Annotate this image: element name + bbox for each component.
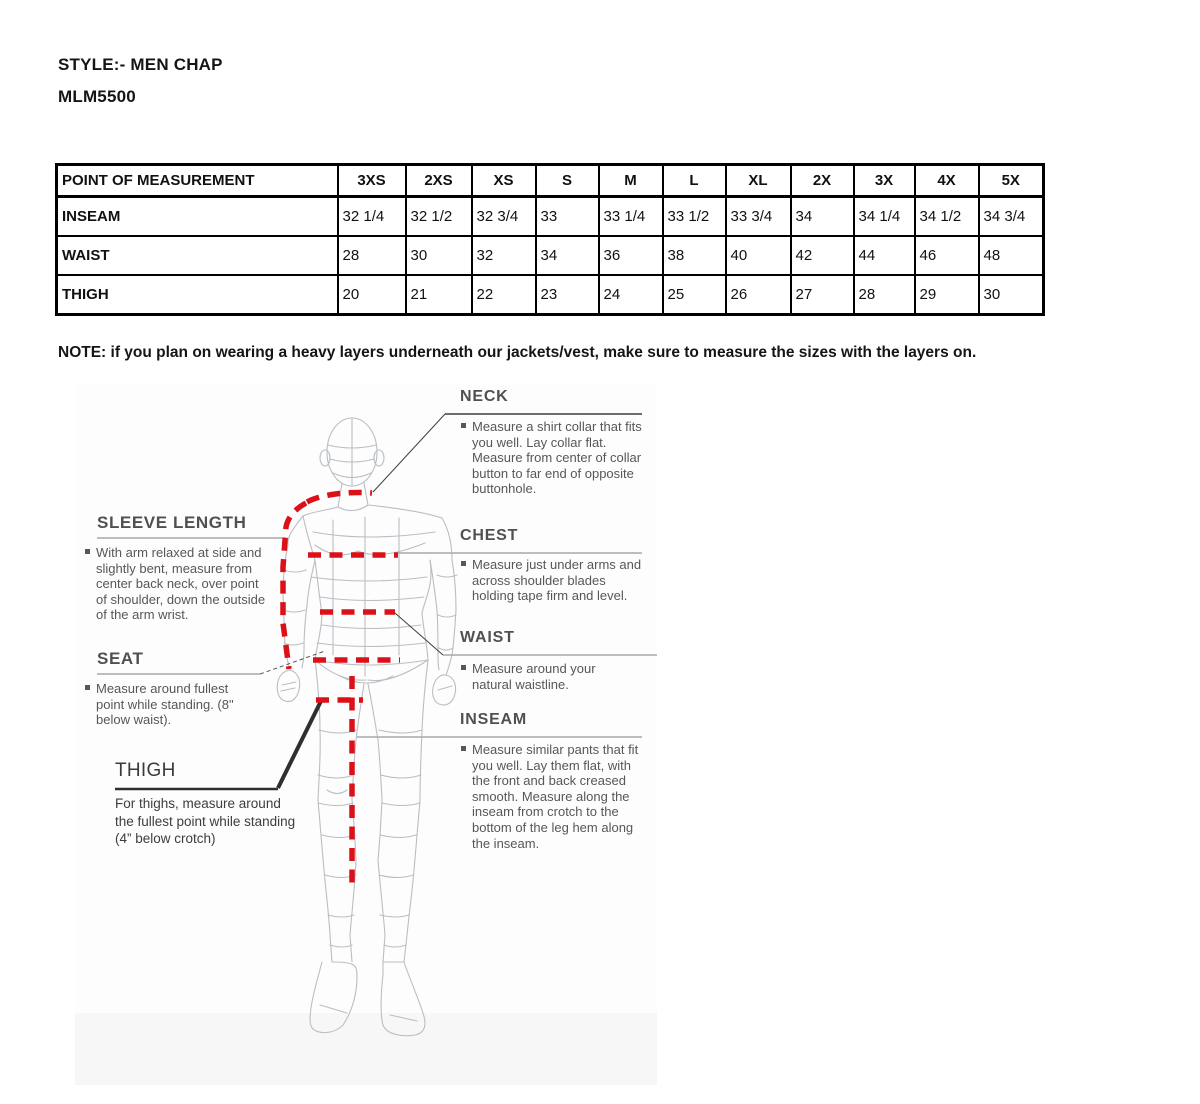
cell-value: 29 [915, 275, 979, 315]
cell-value: 44 [854, 236, 915, 275]
waist-description [461, 661, 631, 692]
row-label: THIGH [57, 275, 338, 315]
sleeve-length-heading: SLEEVE LENGTH [97, 513, 247, 532]
cell-value: 33 [536, 197, 599, 237]
waist-heading: WAIST [460, 629, 515, 646]
bullet-icon [461, 746, 466, 751]
cell-value: 34 1/4 [854, 197, 915, 237]
cell-value: 30 [406, 236, 472, 275]
neck-description-text: Measure a shirt collar that fits you well. Lay collar flat. Measure from center of collar button to far end of opposite buttonhole. [472, 419, 642, 497]
thigh-heading: THIGH [115, 760, 176, 781]
chest-description-text: Measure just under arms and across shoulder blades holding tape firm and level. [472, 557, 642, 604]
chest-heading: CHEST [460, 527, 519, 544]
inseam-description [461, 742, 649, 851]
neck-pointer-line [373, 414, 445, 492]
cell-value: 32 3/4 [472, 197, 536, 237]
cell-value: 28 [854, 275, 915, 315]
bullet-icon [461, 561, 466, 566]
cell-value: 27 [791, 275, 854, 315]
cell-value: 22 [472, 275, 536, 315]
cell-value: 32 1/4 [338, 197, 406, 237]
row-label: INSEAM [57, 197, 338, 237]
column-header-size: 3X [854, 165, 915, 197]
cell-value: 26 [726, 275, 791, 315]
thigh-description [115, 795, 301, 848]
cell-value: 38 [663, 236, 726, 275]
size-table [55, 163, 1045, 316]
cell-value: 33 3/4 [726, 197, 791, 237]
sleeve-length-description-text: With arm relaxed at side and slightly bent, measure from center back neck, over point of shoulder, down the outside of the arm wrist. [96, 545, 266, 623]
sleeve-length-description [85, 545, 267, 623]
size-table-header-row [57, 165, 1044, 197]
cell-value: 20 [338, 275, 406, 315]
thigh-description-text: For thighs, measure around the fullest point while standing (4” below crotch) [115, 796, 296, 847]
row-label: WAIST [57, 236, 338, 275]
column-header-size: 2XS [406, 165, 472, 197]
column-header-size: XL [726, 165, 791, 197]
cell-value: 33 1/2 [663, 197, 726, 237]
cell-value: 28 [338, 236, 406, 275]
column-header-size: L [663, 165, 726, 197]
column-header-size: XS [472, 165, 536, 197]
seat-description-text: Measure around fullest point while standing. (8" below waist). [96, 681, 234, 728]
thigh-pointer-line [278, 701, 321, 788]
chest-description [461, 557, 651, 604]
cell-value: 42 [791, 236, 854, 275]
cell-value: 40 [726, 236, 791, 275]
seat-heading: SEAT [97, 649, 144, 668]
column-header-size: 4X [915, 165, 979, 197]
body-wireframe [277, 418, 457, 1036]
size-table-wrapper [55, 163, 1045, 316]
waist-description-text: Measure around your natural waistline. [472, 661, 596, 692]
inseam-description-text: Measure similar pants that fit you well. Lay them flat, with the front and back creased smooth. Measure along the inseam from crotch to the bottom of the leg hem along the inseam. [472, 742, 639, 851]
cell-value: 48 [979, 236, 1044, 275]
layers-note: NOTE: if you plan on wearing a heavy layers underneath our jackets/vest, make sure to measure the sizes with the layers on. [58, 344, 977, 361]
measurement-diagram [75, 385, 657, 1085]
neck-heading: NECK [460, 388, 509, 405]
column-header-size: 3XS [338, 165, 406, 197]
column-header-size: M [599, 165, 663, 197]
waist-pointer-line [395, 613, 443, 655]
column-header-size: S [536, 165, 599, 197]
inseam-heading: INSEAM [460, 711, 528, 728]
model-number: MLM5500 [58, 87, 136, 106]
seat-description [85, 681, 247, 728]
cell-value: 32 1/2 [406, 197, 472, 237]
neck-description [461, 419, 647, 497]
cell-value: 34 [536, 236, 599, 275]
table-row-waist [57, 236, 1044, 275]
cell-value: 30 [979, 275, 1044, 315]
bullet-icon [85, 685, 90, 690]
cell-value: 36 [599, 236, 663, 275]
cell-value: 24 [599, 275, 663, 315]
cell-value: 21 [406, 275, 472, 315]
bullet-icon [461, 423, 466, 428]
cell-value: 46 [915, 236, 979, 275]
bullet-icon [85, 549, 90, 554]
column-header-point-of-measurement: POINT OF MEASUREMENT [57, 165, 338, 197]
cell-value: 23 [536, 275, 599, 315]
cell-value: 33 1/4 [599, 197, 663, 237]
column-header-size: 5X [979, 165, 1044, 197]
table-row-thigh [57, 275, 1044, 315]
cell-value: 32 [472, 236, 536, 275]
style-title: STYLE:- MEN CHAP [58, 55, 223, 74]
cell-value: 34 1/2 [915, 197, 979, 237]
column-header-size: 2X [791, 165, 854, 197]
diagram-bottom-band [75, 1013, 657, 1085]
bullet-icon [461, 665, 466, 670]
table-row-inseam [57, 197, 1044, 237]
cell-value: 25 [663, 275, 726, 315]
cell-value: 34 [791, 197, 854, 237]
cell-value: 34 3/4 [979, 197, 1044, 237]
